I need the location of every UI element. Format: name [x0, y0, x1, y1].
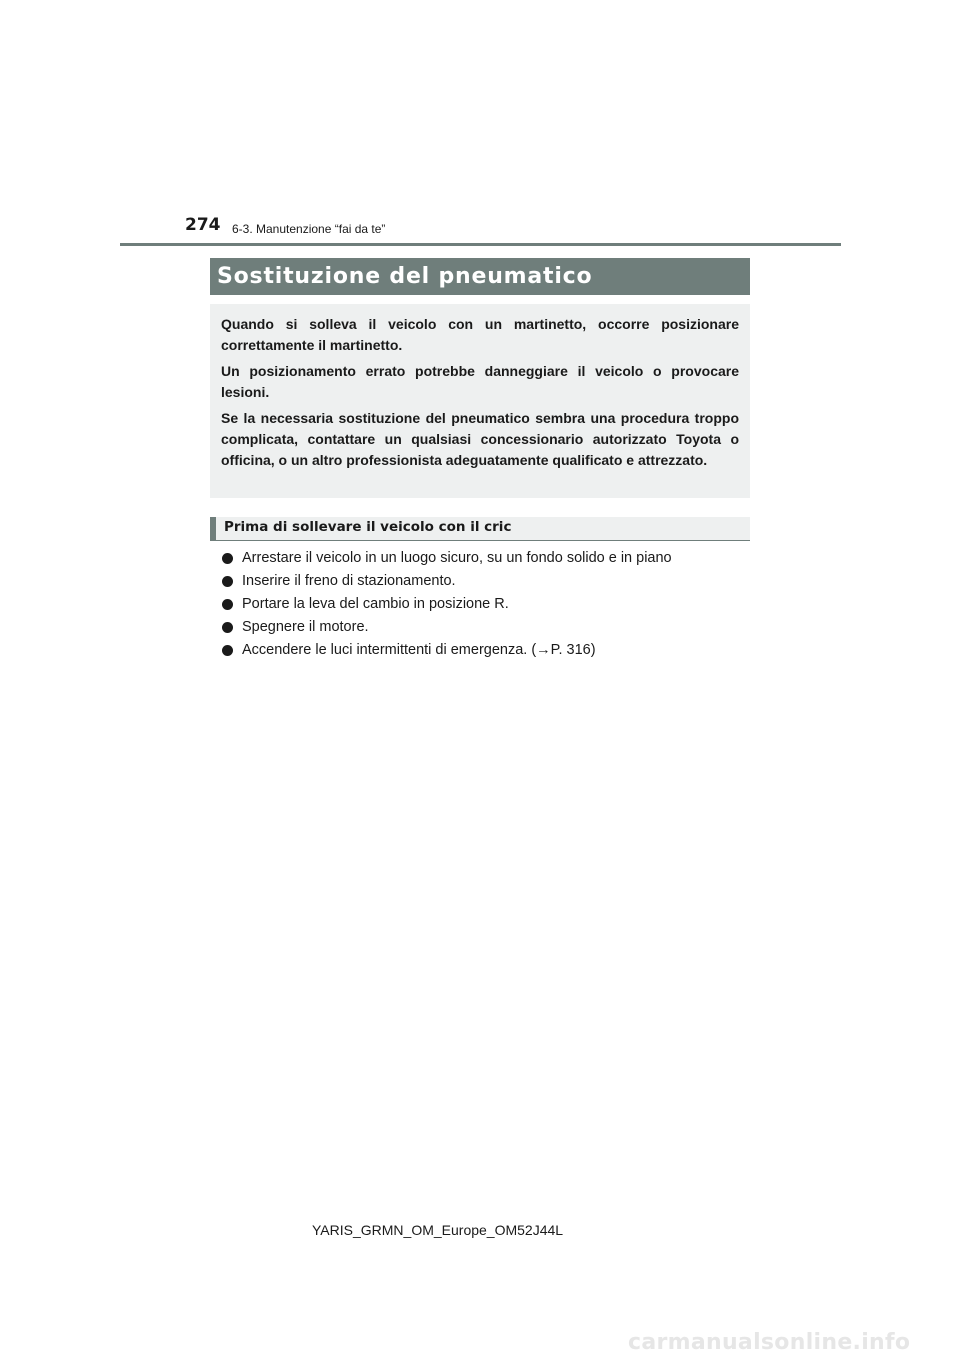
- list-item: [222, 593, 672, 616]
- bullet-icon: [222, 599, 233, 610]
- bullet-icon: [222, 622, 233, 633]
- page-title: Sostituzione del pneumatico: [217, 264, 593, 289]
- list-item: [222, 547, 672, 570]
- intro-paragraph: Se la necessaria sostituzione del pneumatico sembra una procedura troppo complicata, contattare un qualsiasi concessionario autorizzato Toyota o officina, o un altro professionista adeguatamente qualificato e attrezzato.: [221, 410, 739, 468]
- page-number: 274: [185, 215, 221, 235]
- intro-box: [210, 304, 750, 498]
- steps-list: [222, 547, 672, 662]
- step-text: Accendere le luci intermittenti di emergenza. (→P. 316): [242, 642, 596, 658]
- list-item: [222, 616, 672, 639]
- section-title-bar: [210, 258, 750, 295]
- subheading-label: Prima di sollevare il veicolo con il cric: [224, 519, 512, 535]
- section-breadcrumb: 6-3. Manutenzione “fai da te”: [232, 222, 386, 236]
- list-item: [222, 639, 672, 662]
- bullet-icon: [222, 553, 233, 564]
- intro-paragraph: Quando si solleva il veicolo con un martinetto, occorre posizionare correttamente il martinetto.: [221, 316, 739, 353]
- watermark: carmanualsonline.info: [628, 1330, 911, 1355]
- subheading-bar: [210, 517, 750, 541]
- list-item: [222, 570, 672, 593]
- step-text: Inserire il freno di stazionamento.: [242, 573, 456, 589]
- document-code: YARIS_GRMN_OM_Europe_OM52J44L: [312, 1222, 564, 1238]
- step-text: Portare la leva del cambio in posizione R.: [242, 596, 509, 612]
- step-text: Spegnere il motore.: [242, 619, 369, 635]
- bullet-icon: [222, 645, 233, 656]
- intro-paragraph: Un posizionamento errato potrebbe danneggiare il veicolo o provocare lesioni.: [221, 363, 739, 400]
- bullet-icon: [222, 576, 233, 587]
- header-divider: [120, 243, 841, 246]
- step-text: Arrestare il veicolo in un luogo sicuro, su un fondo solido e in piano: [242, 550, 672, 566]
- subheading-accent-bar: [210, 517, 216, 540]
